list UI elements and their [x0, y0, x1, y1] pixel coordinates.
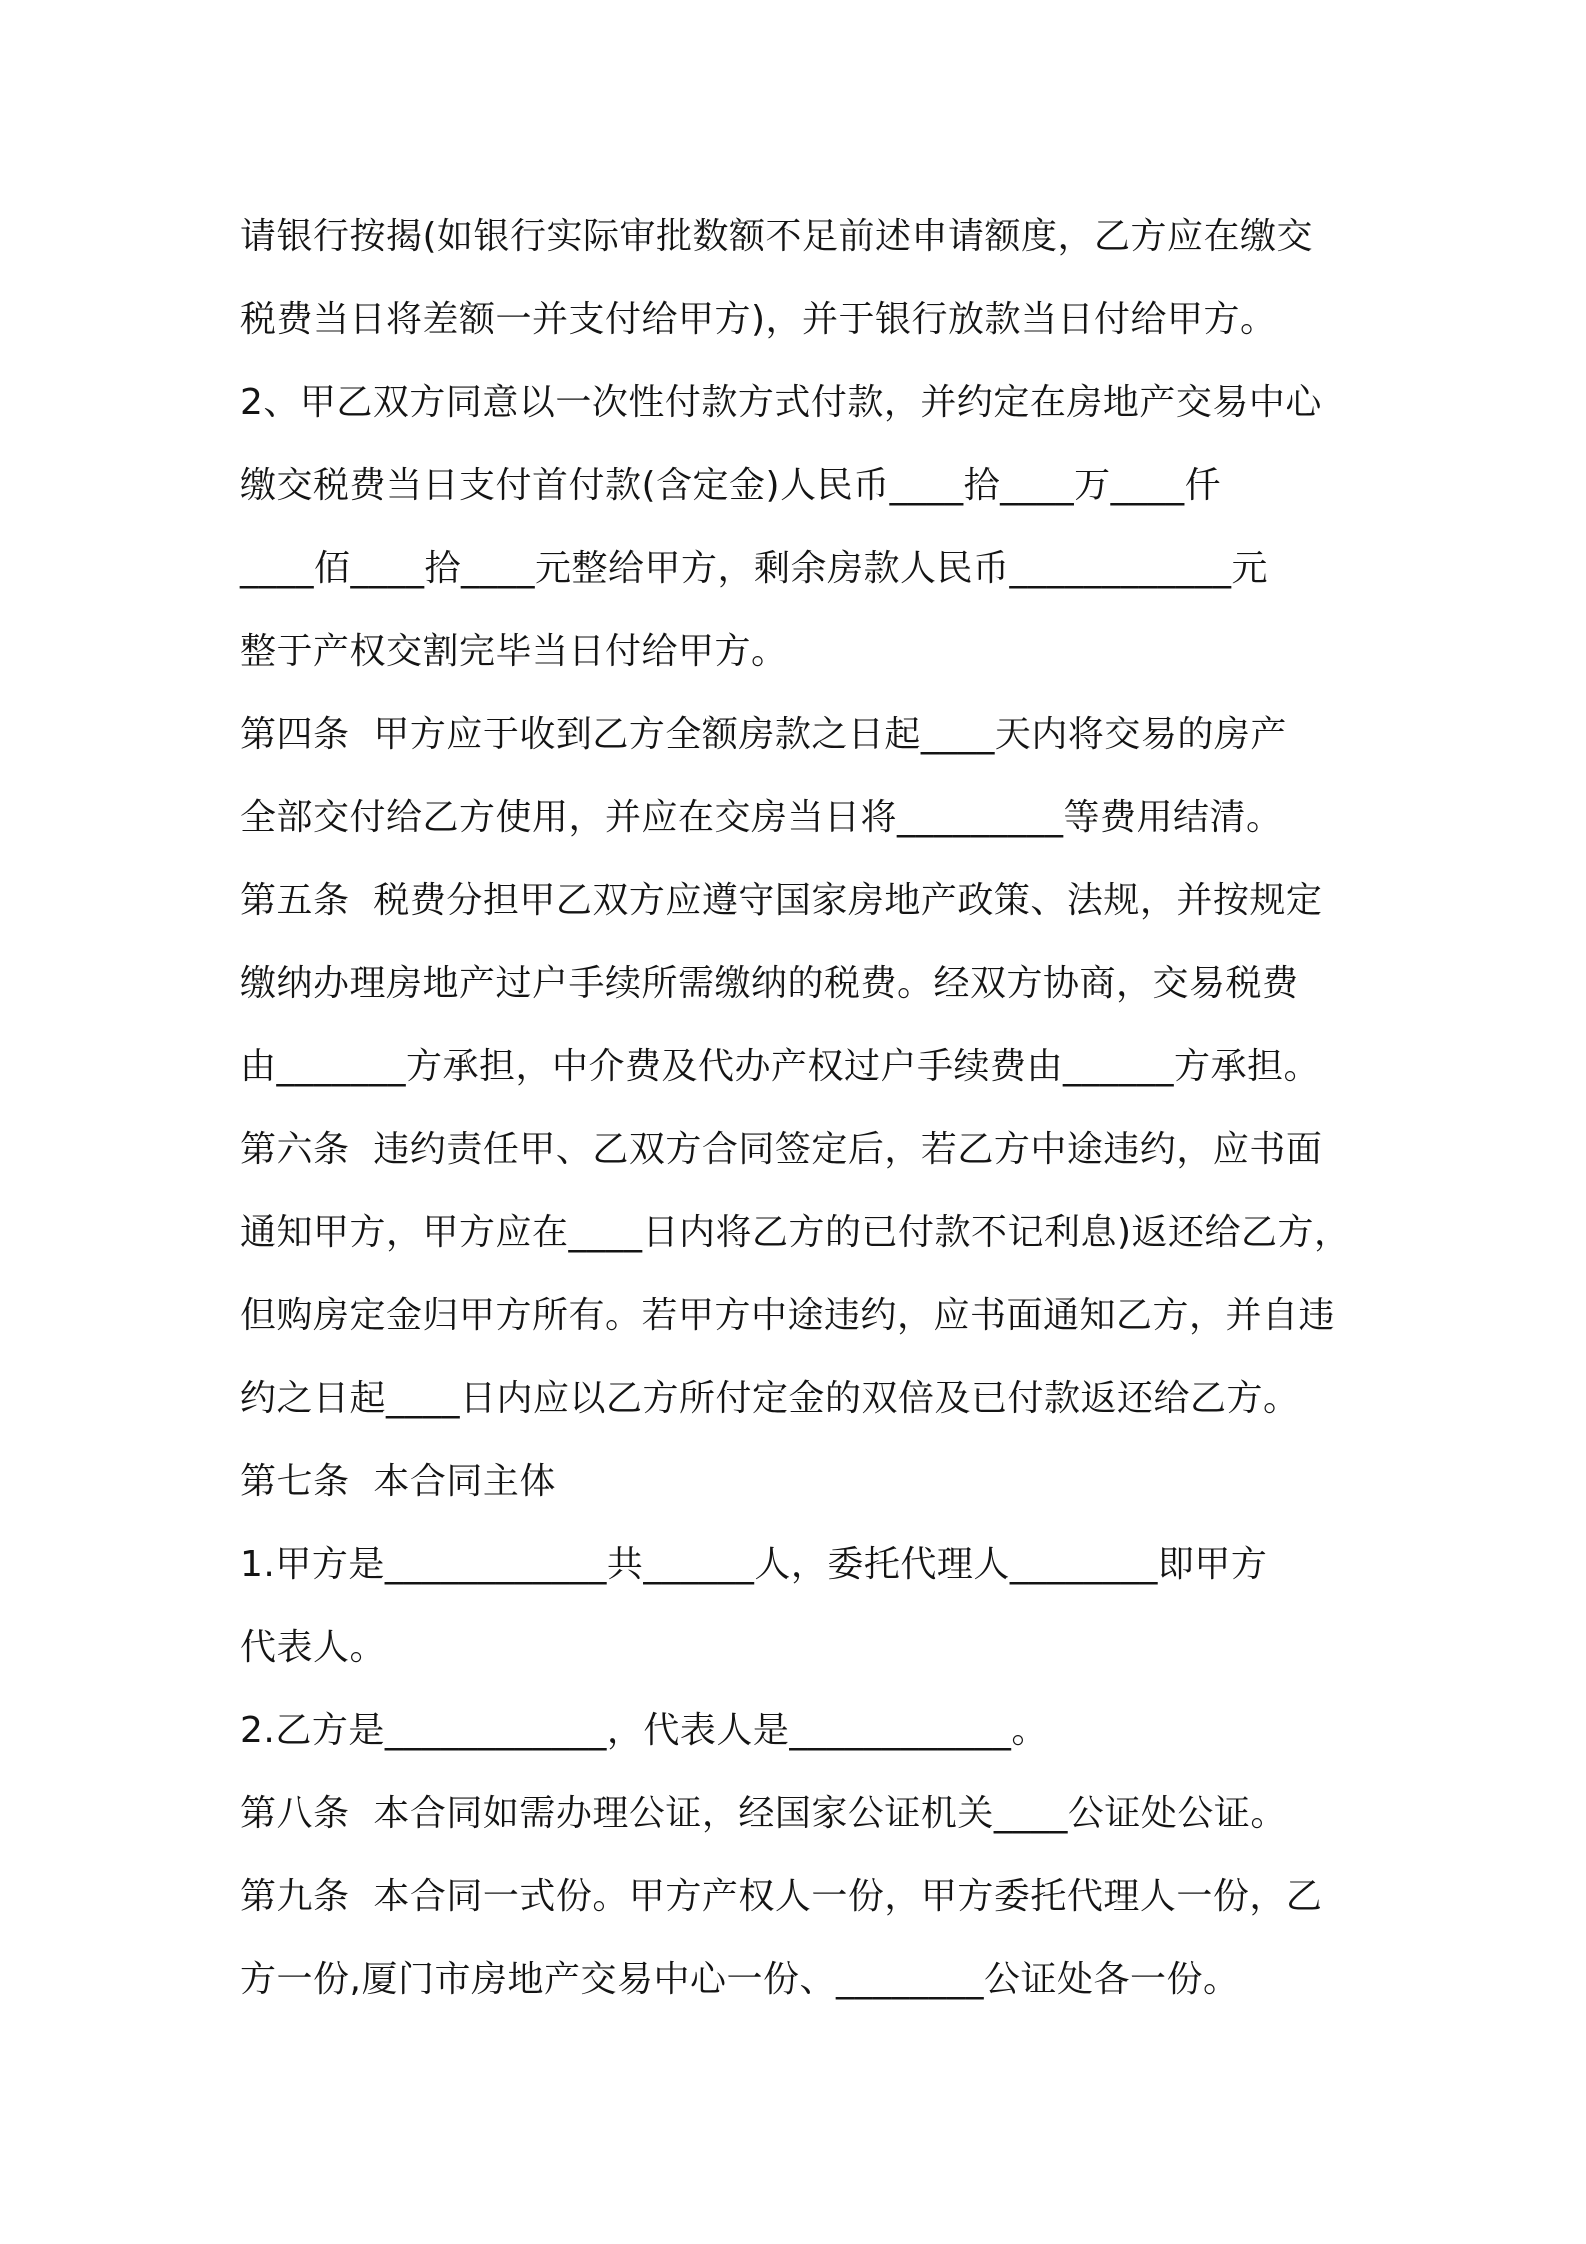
text-line: ____佰____拾____元整给甲方，剩余房款人民币____________元 [240, 548, 1269, 589]
text-line: 缴交税费当日支付首付款(含定金)人民币____拾____万____仟 [240, 465, 1222, 506]
text-line: 方一份,厦门市房地产交易中心一份、________公证处各一份。 [240, 1959, 1240, 2000]
text-line: 税费当日将差额一并支付给甲方)，并于银行放款当日付给甲方。 [240, 299, 1277, 340]
text-line: 缴纳办理房地产过户手续所需缴纳的税费。经双方协商，交易税费 [240, 963, 1299, 1004]
text-line: 约之日起____日内应以乙方所付定金的双倍及已付款返还给乙方。 [240, 1378, 1300, 1419]
article-7-heading: 第七条 本合同主体 [240, 1461, 556, 1502]
text-line: 代表人。 [240, 1627, 387, 1668]
party-b-line: 2.乙方是____________，代表人是____________。 [240, 1710, 1048, 1751]
article-8-line: 第八条 本合同如需办理公证，经国家公证机关____公证处公证。 [240, 1793, 1287, 1834]
text-line: 请银行按揭(如银行实际审批数额不足前述申请额度，乙方应在缴交 [240, 216, 1314, 257]
document-body [240, 195, 1400, 2021]
article-6-line: 第六条 违约责任甲、乙双方合同签定后，若乙方中途违约，应书面 [240, 1129, 1323, 1170]
text-line: 整于产权交割完毕当日付给甲方。 [240, 631, 788, 672]
article-5-line: 第五条 税费分担甲乙双方应遵守国家房地产政策、法规，并按规定 [240, 880, 1323, 921]
article-4-line: 第四条 甲方应于收到乙方全额房款之日起____天内将交易的房产 [240, 714, 1287, 755]
text-line: 2、甲乙双方同意以一次性付款方式付款，并约定在房地产交易中心 [240, 382, 1322, 423]
text-line: 但购房定金归甲方所有。若甲方中途违约，应书面通知乙方，并自违 [240, 1295, 1336, 1336]
text-line: 由_______方承担，中介费及代办产权过户手续费由______方承担。 [240, 1046, 1321, 1087]
text-line: 通知甲方，甲方应在____日内将乙方的已付款不记利息)返还给乙方， [240, 1212, 1351, 1253]
article-9-line: 第九条 本合同一式份。甲方产权人一份，甲方委托代理人一份，乙 [240, 1876, 1323, 1917]
party-a-line: 1.甲方是____________共______人，委托代理人________即甲方 [240, 1544, 1268, 1585]
text-line: 全部交付给乙方使用，并应在交房当日将_________等费用结清。 [240, 797, 1283, 838]
